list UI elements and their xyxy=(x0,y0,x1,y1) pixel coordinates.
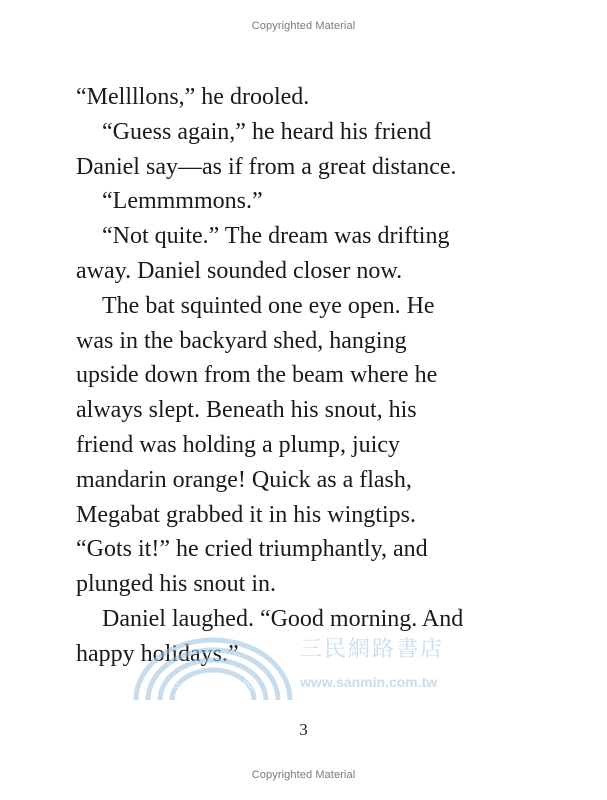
text-line: was in the backyard shed, hanging xyxy=(76,327,407,354)
text-line: “Not quite.” The dream was drifting xyxy=(102,223,450,250)
header-copyright: Copyrighted Material xyxy=(251,20,356,32)
text-line: plunged his snout in. xyxy=(76,571,277,598)
text-line: friend was holding a plump, juicy xyxy=(76,431,400,458)
text-line: upside down from the beam where he xyxy=(76,362,438,389)
text-line: Daniel laughed. “Good morning. And xyxy=(102,605,464,632)
watermark-right-char: 民 xyxy=(243,680,253,691)
page-number: 3 xyxy=(299,720,308,739)
body-text xyxy=(76,80,536,672)
text-line: “Gots it!” he cried triumphantly, and xyxy=(76,536,428,563)
text-line: “Mellllons,” he drooled. xyxy=(76,84,310,110)
watermark-name: 三民網路書店 xyxy=(300,637,445,662)
text-line: The bat squinted one eye open. He xyxy=(102,292,435,319)
text-line: “Lemmmmons.” xyxy=(102,188,263,215)
text-line: Daniel say—as if from a great distance. xyxy=(76,153,457,180)
text-line: happy holidays.” xyxy=(76,640,239,667)
watermark-left-char: 三 xyxy=(170,680,180,691)
text-line: away. Daniel sounded closer now. xyxy=(76,257,403,284)
watermark-url: www.sanmin.com.tw xyxy=(300,674,438,690)
text-line: always slept. Beneath his snout, his xyxy=(76,397,417,424)
text-line: Megabat grabbed it in his wingtips. xyxy=(76,501,416,528)
text-line: “Guess again,” he heard his friend xyxy=(102,118,432,145)
text-line: mandarin orange! Quick as a flash, xyxy=(76,466,412,493)
footer-copyright: Copyrighted Material xyxy=(251,769,356,781)
